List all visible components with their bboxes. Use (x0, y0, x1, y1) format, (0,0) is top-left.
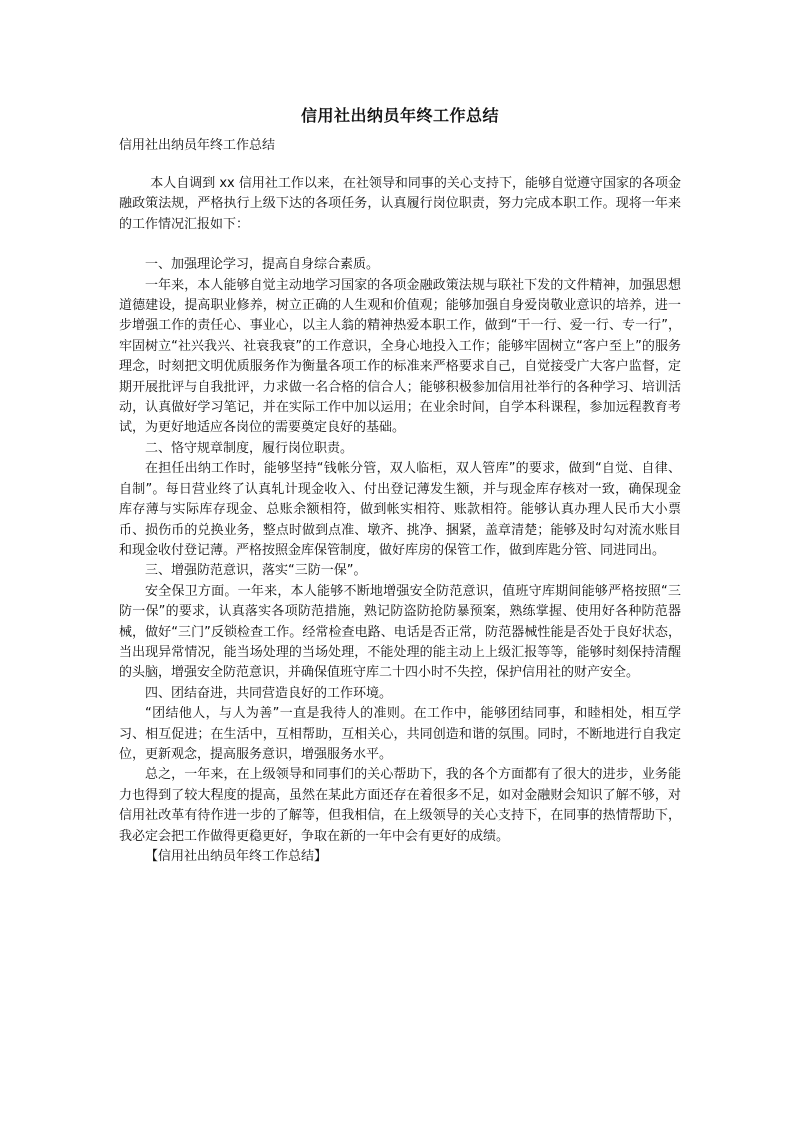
section4-heading: 四、团结奋进，共同营造良好的工作环境。 (145, 685, 393, 701)
section1-body: 一年来，本人能够自觉主动地学习国家的各项金融政策法规与联社下发的文件精神，加强思想道德建设，提高职业修养，树立正确的人生观和价值观；能够加强自身爱岗敬业意识的培养，进一步增强工作的责任心、事业心，以主人翁的精神热爱本职工作，做到“干一行、爱一行、专一行”，牢固树立“社兴我兴、社衰我衰”的工作意识，全身心地投入工作；能够牢固树立“客户至上”的服务理念，时刻把文明优质服务作为衡量各项工作的标准来严格要求自己，自觉接受广大客户监督，定期开展批评与自我批评，力求做一名合格的信合人；能够积极参加信用社举行的各种学习、培训活动，认真做好学习笔记，并在实际工作中加以运用；在业余时间，自学本科课程，参加远程教育考试，为更好地适应各岗位的需要奠定良好的基础。 (119, 277, 681, 436)
document-subtitle: 信用社出纳员年终工作总结 (119, 138, 276, 153)
section2-body: 在担任出纳工作时，能够坚持“钱帐分管，双人临柜，双人管库”的要求，做到“自觉、自律、自制”。每日营业终了认真轧计现金收入、付出登记薄发生额，并与现金库存核对一致，确保现金库存薄与实际库存现金、总账余额相符，做到帐实相符、账款相符。能够认真办理人民币大小票币、损伤币的兑换业务，整点时做到点准、墩齐、挑净、捆紧，盖章清楚；能够及时勾对流水账目和现金收付登记薄。严格按照金库保管制度，做好库房的保管工作，做到库匙分管、同进同出。 (119, 461, 681, 558)
intro-paragraph: 本人自调到 xx 信用社工作以来，在社领导和同事的关心支持下，能够自觉遵守国家的各项金融政策法规，严格执行上级下达的各项任务，认真履行岗位职责，努力完成本职工作。现将一年来的工作情况汇报如下： (119, 176, 681, 232)
section3-body: 安全保卫方面。一年来，本人能够不断地增强安全防范意识，值班守库期间能够严格按照“三防一保”的要求，认真落实各项防范措施，熟记防盗防抢防暴预案，熟练掌握、使用好各种防范器械，做好“三门”反锁检查工作。经常检查电路、电话是否正常，防范器械性能是否处于良好状态，当出现异常情况，能当场处理的当场处理，不能处理的能主动上上级汇报等等，能够时刻保持清醒的头脑，增强安全防范意识，并确保值班守库二十四小时不失控，保护信用社的财产安全。 (119, 583, 681, 681)
document-title: 信用社出纳员年终工作总结 (300, 106, 499, 125)
section2-heading: 二、恪守规章制度，履行岗位职责。 (145, 440, 354, 456)
footer-title: 【信用社出纳员年终工作总结】 (145, 849, 328, 864)
conclusion-paragraph: 总之，一年来，在上级领导和同事们的关心帮助下，我的各个方面都有了很大的进步，业务能力也得到了较大程度的提高，虽然在某此方面还存在着很多不足，如对金融财会知识了解不够，对信用社改革有待作进一步的了解等，但我相信，在上级领导的关心支持下，在同事的热情帮助下，我必定会把工作做得更稳更好，争取在新的一年中会有更好的成绩。 (119, 767, 681, 844)
section4-body: “团结他人，与人为善”一直是我待人的准则。在工作中，能够团结同事，和睦相处，相互学习、相互促进；在生活中，互相帮助，互相关心，共同创造和谐的氛围。同时，不断地进行自我定位，更新观念，提高服务意识，增强服务水平。 (119, 706, 681, 762)
document-page (119, 104, 681, 867)
section1-heading: 一、加强理论学习，提高自身综合素质。 (145, 257, 380, 273)
paragraph-gap (119, 235, 681, 255)
section3-heading: 三、增强防范意识，落实“三防一保”。 (145, 563, 367, 579)
